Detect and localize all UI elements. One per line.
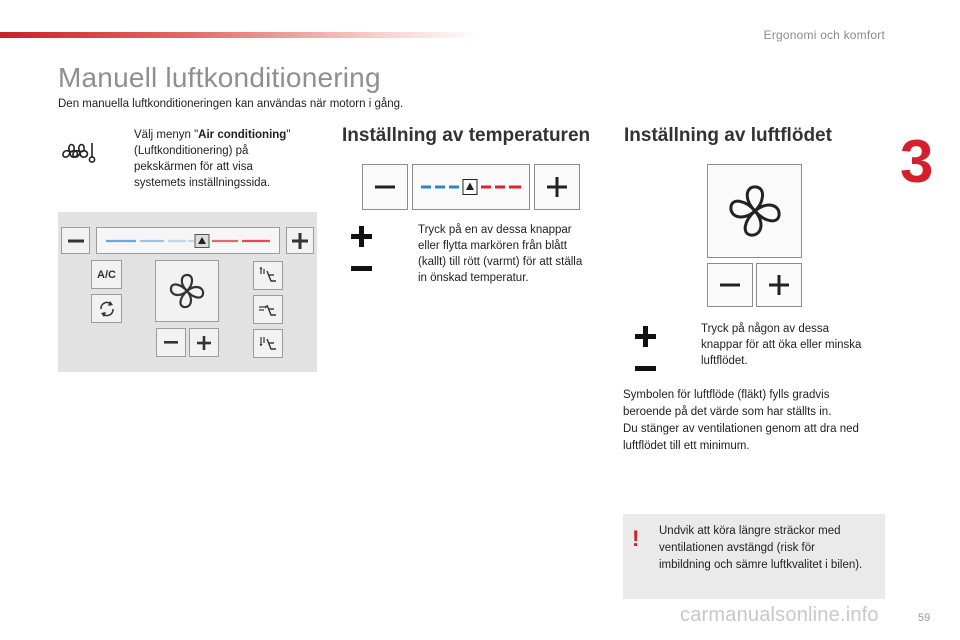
airflow-heading: Inställning av luftflödet <box>624 125 832 146</box>
section-label: Ergonomi och komfort <box>763 28 885 42</box>
temperature-instruction: Tryck på en av dessa knappar eller flytta markören från blått (kallt) till rött (varmt) för att ställa in önskad temperatur. <box>418 224 583 284</box>
temperature-minus-button[interactable] <box>362 164 408 210</box>
fan-icon <box>167 271 207 311</box>
plus-minus-symbols <box>634 326 658 376</box>
page-title: Manuell luftkonditionering <box>58 62 381 93</box>
recirculation-button[interactable] <box>91 294 122 323</box>
temp-minus-button[interactable] <box>61 227 90 254</box>
temperature-control-illustration <box>362 164 580 210</box>
fan-speed-display <box>707 164 802 258</box>
climate-touchscreen <box>58 212 317 372</box>
temp-slider[interactable] <box>96 227 280 254</box>
recirculation-icon <box>98 300 116 318</box>
header-accent-bar <box>0 32 480 38</box>
seat-airflow-face-icon <box>258 300 278 320</box>
fan-plus-button[interactable] <box>189 328 219 357</box>
warning-icon: ! <box>632 526 640 551</box>
temperature-slider[interactable] <box>412 164 530 210</box>
ac-button[interactable]: A/C <box>91 260 122 289</box>
temp-plus-button[interactable] <box>286 227 314 254</box>
fan-icon <box>725 181 785 241</box>
menu-name: Air conditioning <box>198 129 287 141</box>
airflow-instruction: Tryck på någon av dessa knappar för att öka eller minska luftflödet. <box>701 323 862 367</box>
page-number: 59 <box>918 612 931 624</box>
seat-airflow-up-icon <box>258 266 278 286</box>
intro-text: Den manuella luftkonditioneringen kan användas när motorn i gång. <box>58 98 404 110</box>
chapter-number: 3 <box>900 128 934 195</box>
climate-menu-icon <box>60 138 100 166</box>
fan-speed-plus-button[interactable] <box>756 263 802 307</box>
fan-minus-button[interactable] <box>156 328 186 357</box>
menu-instruction: Välj menyn "Air conditioning" (Luftkonditionering) på pekskärmen för att visa systemets inställningssida. <box>134 129 291 189</box>
plus-minus-symbols <box>350 226 374 276</box>
temperature-heading: Inställning av temperaturen <box>342 125 591 146</box>
fan-speed-minus-button[interactable] <box>707 263 753 307</box>
air-distribution-feet-button[interactable] <box>253 329 283 358</box>
temperature-plus-button[interactable] <box>534 164 580 210</box>
air-distribution-windscreen-button[interactable] <box>253 261 283 290</box>
air-distribution-face-button[interactable] <box>253 295 283 324</box>
airflow-description: Symbolen för luftflöde (fläkt) fylls gradvis beroende på det värde som har ställts in. Du stänger av ventilationen genom att dra ned luftflödet till ett minimum. <box>623 389 859 452</box>
warning-text: Undvik att köra längre sträckor med ventilationen avstängd (risk för imbildning och sämre luftkvalitet i bilen). <box>659 525 863 571</box>
watermark: carmanualsonline.info <box>680 604 879 626</box>
fan-display <box>155 260 219 322</box>
seat-airflow-feet-icon <box>258 334 278 354</box>
